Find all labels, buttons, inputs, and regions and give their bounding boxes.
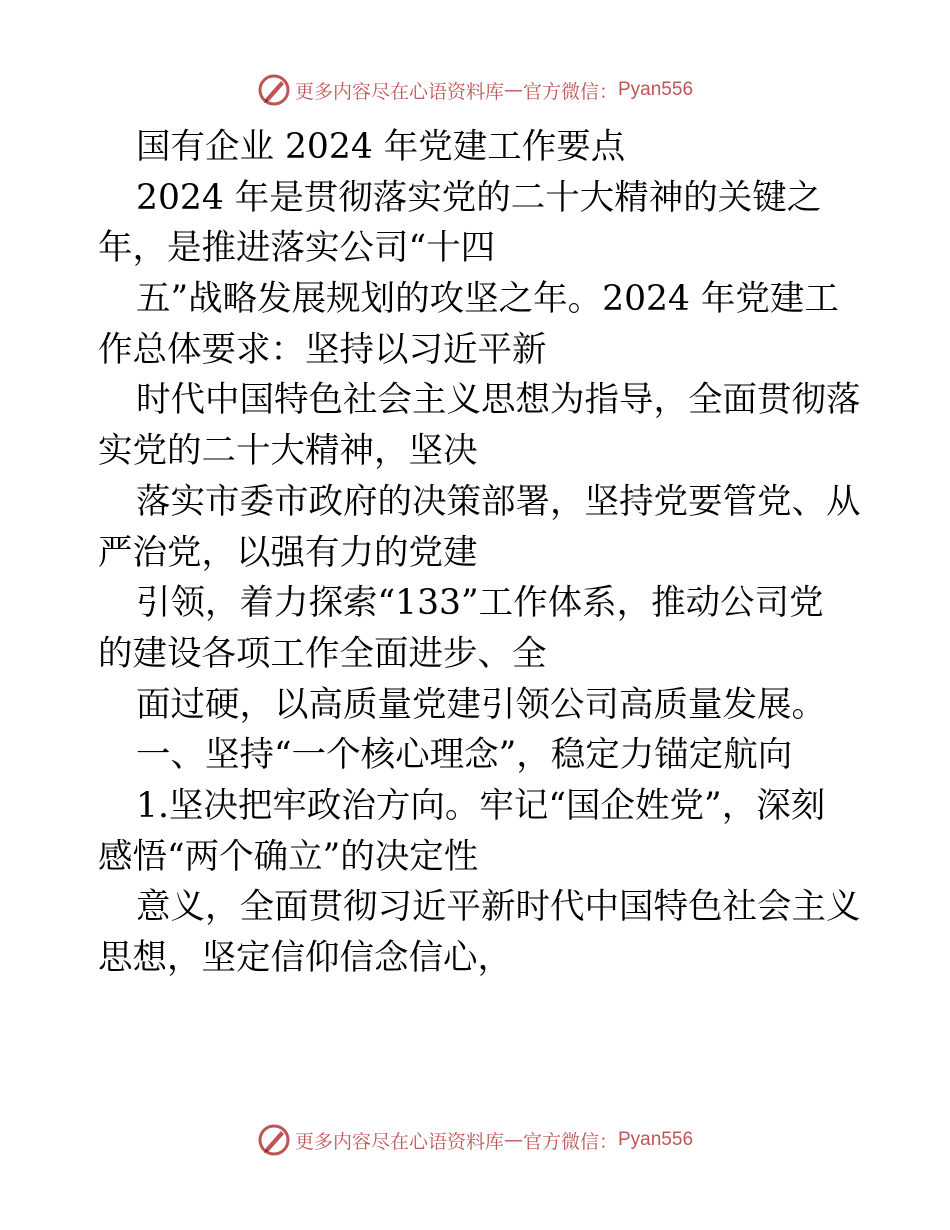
watermark-wechat-id: Pyan556 [618, 1129, 694, 1150]
document-body [98, 122, 861, 984]
pen-circle-logo-icon [257, 1123, 291, 1157]
paragraph-line: 时代中国特色社会主义思想为指导，全面贯彻落 [136, 380, 861, 421]
paragraph-line: 1.坚决把牢政治方向。牢记“国企姓党”，深刻 [136, 785, 826, 826]
watermark-label: 官方微信： [522, 80, 618, 103]
paragraph-line: 五”战略发展规划的攻坚之年。2024 年党建工 [136, 279, 839, 320]
paragraph-line: 实党的二十大精神，坚决 [98, 431, 478, 472]
paragraph-line: 作总体要求：坚持以习近平新 [98, 329, 547, 370]
watermark-main-text: 更多内容尽在心语资料库 [294, 1130, 504, 1153]
header-watermark [0, 70, 950, 110]
document-title: 国有企业 2024 年党建工作要点 [136, 127, 626, 167]
watermark-label: 官方微信： [522, 1130, 618, 1153]
footer-watermark [0, 1120, 950, 1160]
paragraph-line: 2024 年是贯彻落实党的二十大精神的关键之 [136, 177, 822, 218]
watermark-separator: — [503, 79, 523, 101]
paragraph-line: 的建设各项工作全面进步、全 [98, 633, 547, 674]
paragraph-line: 感悟“两个确立”的决定性 [98, 836, 479, 877]
pen-circle-logo-icon [257, 73, 291, 107]
section-heading: 一、坚持“一个核心理念”，稳定力锚定航向 [136, 735, 793, 776]
paragraph-line: 意义，全面贯彻习近平新时代中国特色社会主义 [136, 887, 861, 928]
watermark-main-text: 更多内容尽在心语资料库 [294, 80, 504, 103]
paragraph-line: 思想，坚定信仰信念信心， [98, 938, 512, 978]
paragraph-line: 严治党，以强有力的党建 [98, 532, 478, 573]
paragraph-line: 面过硬，以高质量党建引领公司高质量发展。 [136, 684, 826, 725]
paragraph-line: 年，是推进落实公司“十四 [98, 228, 496, 269]
watermark-separator: — [503, 1129, 523, 1151]
paragraph-line: 引领，着力探索“133”工作体系，推动公司党 [136, 583, 824, 624]
paragraph-line: 落实市委市政府的决策部署，坚持党要管党、从 [136, 481, 861, 522]
watermark-wechat-id: Pyan556 [618, 79, 694, 100]
